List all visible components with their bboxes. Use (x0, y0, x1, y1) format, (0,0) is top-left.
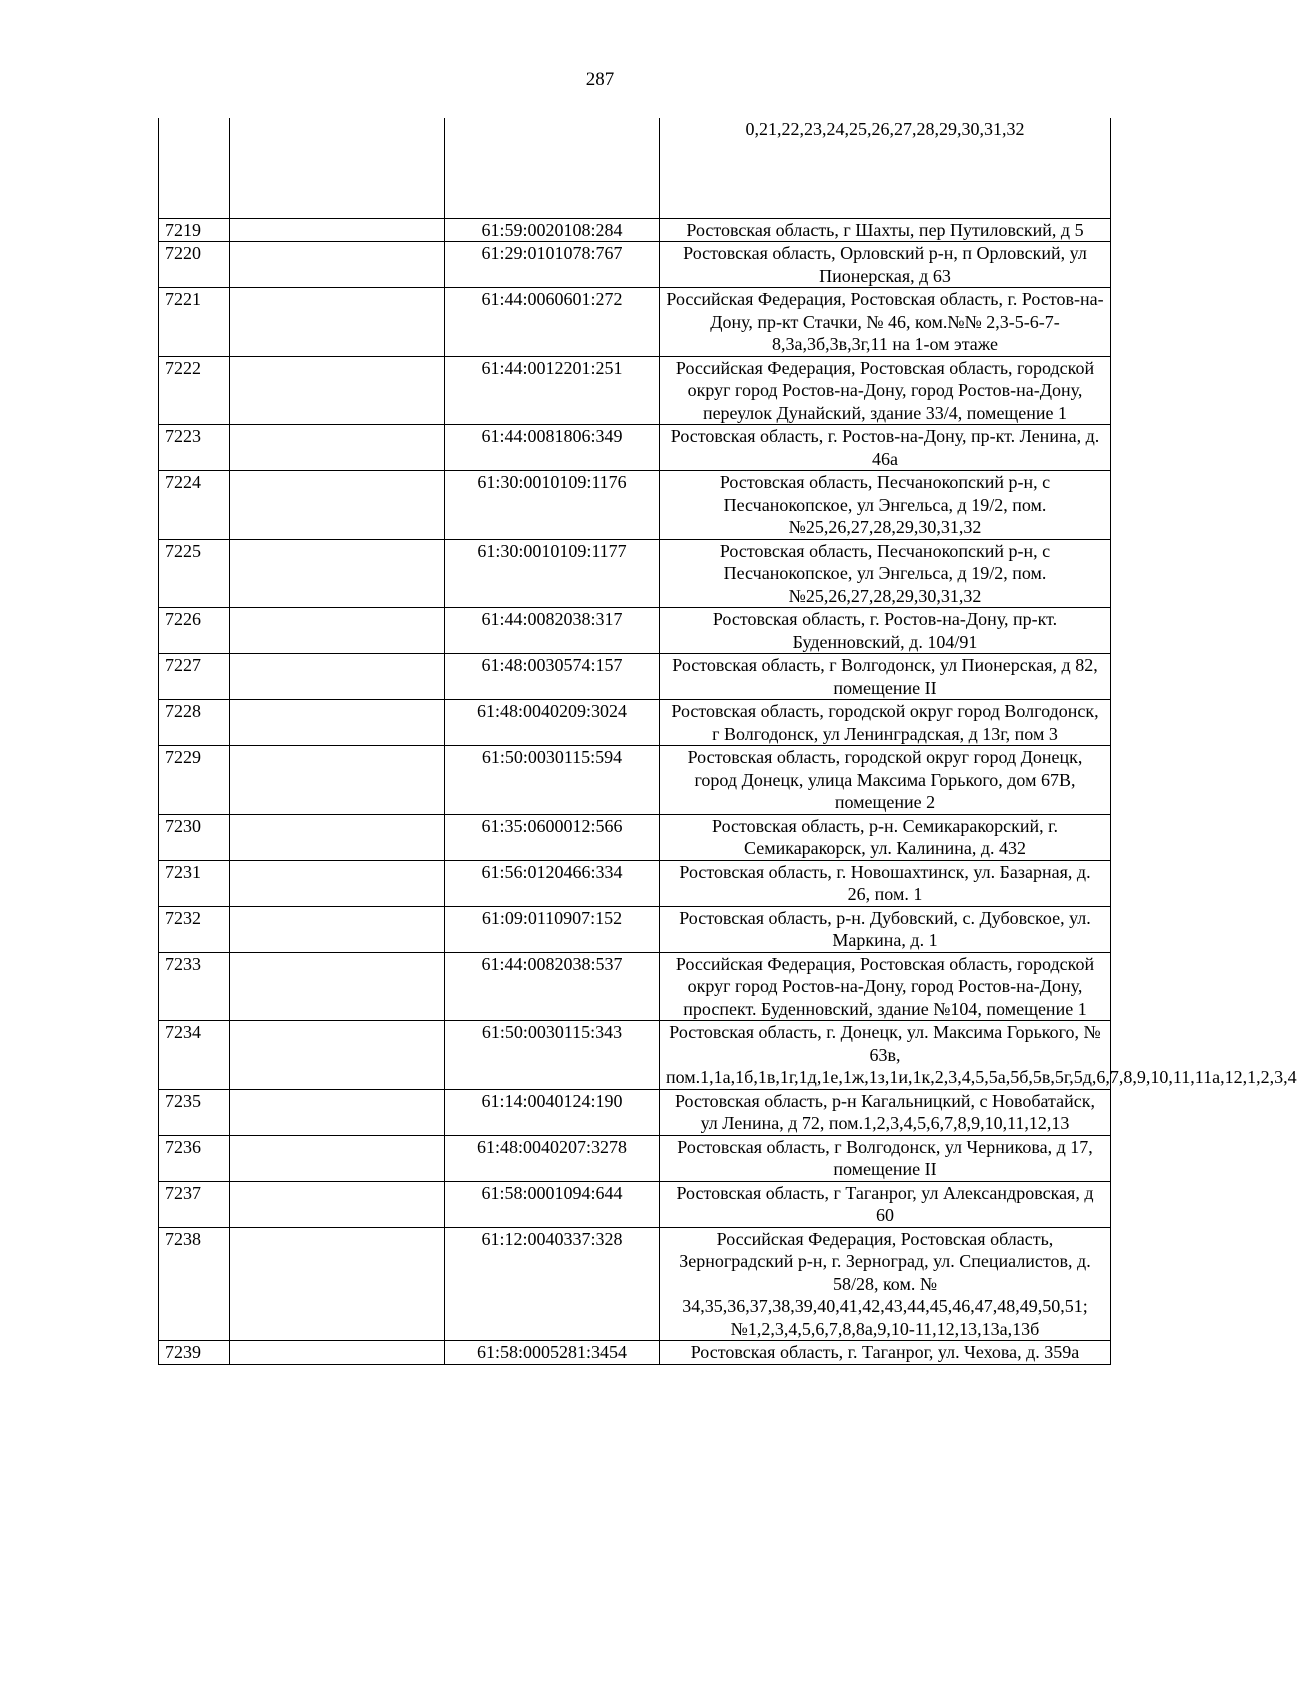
row-number: 7239 (159, 1341, 230, 1365)
cadastral-number: 61:56:0120466:334 (445, 860, 660, 906)
address-cell: Ростовская область, г. Донецк, ул. Максима Горького, № 63в, пом.1,1а,1б,1в,1г,1д,1е,1ж,1з,1и,1к,2,3,4,5,5а,5б,5в,5г,5д,6,7,8,9,10,11,11а,12,1,2,3,4 (660, 1021, 1111, 1090)
row-number: 7220 (159, 242, 230, 288)
cadastral-number: 61:58:0005281:3454 (445, 1341, 660, 1365)
address-cell: Ростовская область, р-н. Дубовский, с. Дубовское, ул. Маркина, д. 1 (660, 906, 1111, 952)
object-name-cell (230, 906, 445, 952)
address-cell: Ростовская область, г. Ростов-на-Дону, пр-кт. Ленина, д. 46а (660, 425, 1111, 471)
cadastral-number: 61:44:0012201:251 (445, 356, 660, 425)
object-name-cell (230, 356, 445, 425)
object-name-cell (230, 1089, 445, 1135)
row-number: 7222 (159, 356, 230, 425)
table-row (159, 218, 1111, 242)
row-number: 7232 (159, 906, 230, 952)
row-number: 7219 (159, 218, 230, 242)
address-cell: Ростовская область, г. Ростов-на-Дону, пр-кт. Буденновский, д. 104/91 (660, 608, 1111, 654)
address-cell: Ростовская область, Орловский р-н, п Орловский, ул Пионерская, д 63 (660, 242, 1111, 288)
cadastral-number: 61:50:0030115:343 (445, 1021, 660, 1090)
cadastral-number: 61:29:0101078:767 (445, 242, 660, 288)
object-name-cell (230, 860, 445, 906)
address-cell: Российская Федерация, Ростовская область, г. Ростов-на-Дону, пр-кт Стачки, № 46, ком.№№ 2,3-5-6-7-8,3а,3б,3в,3г,11 на 1-ом этаже (660, 288, 1111, 357)
address-cell: Российская Федерация, Ростовская область, Зерноградский р-н, г. Зерноград, ул. Специалистов, д. 58/28, ком. № 34,35,36,37,38,39,40,41,42,43,44,45,46,47,48,49,50,51; №1,2,3,4,5,6,7,8,8а,9,10-11,12,13,13а,13б (660, 1227, 1111, 1341)
table-row (159, 1135, 1111, 1181)
table-row (159, 288, 1111, 357)
object-name-cell (230, 1181, 445, 1227)
object-name-cell (230, 746, 445, 815)
table-row (159, 356, 1111, 425)
row-number: 7233 (159, 952, 230, 1021)
row-number: 7224 (159, 471, 230, 540)
object-name-cell (230, 118, 445, 218)
cadastral-number (445, 118, 660, 218)
row-number: 7238 (159, 1227, 230, 1341)
address-cell: Ростовская область, Песчанокопский р-н, с Песчанокопское, ул Энгельса, д 19/2, пом. №25,26,27,28,29,30,31,32 (660, 471, 1111, 540)
row-number: 7223 (159, 425, 230, 471)
table-row (159, 1341, 1111, 1365)
cadastral-number: 61:44:0060601:272 (445, 288, 660, 357)
row-number: 7230 (159, 814, 230, 860)
table-row (159, 860, 1111, 906)
address-cell: Российская Федерация, Ростовская область, городской округ город Ростов-на-Дону, город Ростов-на-Дону, переулок Дунайский, здание 33/4, помещение 1 (660, 356, 1111, 425)
object-name-cell (230, 1227, 445, 1341)
cadastral-number: 61:44:0081806:349 (445, 425, 660, 471)
table-row (159, 1227, 1111, 1341)
object-name-cell (230, 242, 445, 288)
address-cell: Ростовская область, р-н. Семикаракорский, г. Семикаракорск, ул. Калинина, д. 432 (660, 814, 1111, 860)
row-number: 7234 (159, 1021, 230, 1090)
row-number: 7228 (159, 700, 230, 746)
cadastral-number: 61:30:0010109:1176 (445, 471, 660, 540)
row-number: 7221 (159, 288, 230, 357)
row-number: 7227 (159, 654, 230, 700)
object-name-cell (230, 814, 445, 860)
object-name-cell (230, 1021, 445, 1090)
cadastral-number: 61:30:0010109:1177 (445, 539, 660, 608)
cadastral-number: 61:58:0001094:644 (445, 1181, 660, 1227)
cadastral-number: 61:14:0040124:190 (445, 1089, 660, 1135)
cadastral-number: 61:44:0082038:537 (445, 952, 660, 1021)
address-cell: Ростовская область, р-н Кагальницкий, с Новобатайск, ул Ленина, д 72, пом.1,2,3,4,5,6,7,8,9,10,11,12,13 (660, 1089, 1111, 1135)
cadastral-number: 61:44:0082038:317 (445, 608, 660, 654)
object-name-cell (230, 608, 445, 654)
cadastral-number: 61:59:0020108:284 (445, 218, 660, 242)
cadastral-number: 61:48:0030574:157 (445, 654, 660, 700)
table-row (159, 952, 1111, 1021)
registry-table (158, 118, 1297, 1365)
table-row (159, 1021, 1111, 1090)
address-cell: 0,21,22,23,24,25,26,27,28,29,30,31,32 (660, 118, 1111, 218)
cadastral-number: 61:48:0040207:3278 (445, 1135, 660, 1181)
object-name-cell (230, 1135, 445, 1181)
address-cell: Ростовская область, Песчанокопский р-н, с Песчанокопское, ул Энгельса, д 19/2, пом. №25,26,27,28,29,30,31,32 (660, 539, 1111, 608)
address-cell: Ростовская область, г. Новошахтинск, ул. Базарная, д. 26, пом. 1 (660, 860, 1111, 906)
table-row (159, 471, 1111, 540)
address-cell: Ростовская область, г Волгодонск, ул Черникова, д 17, помещение II (660, 1135, 1111, 1181)
cadastral-number: 61:09:0110907:152 (445, 906, 660, 952)
cadastral-number: 61:12:0040337:328 (445, 1227, 660, 1341)
row-number: 7231 (159, 860, 230, 906)
object-name-cell (230, 654, 445, 700)
row-number: 7235 (159, 1089, 230, 1135)
cadastral-number: 61:50:0030115:594 (445, 746, 660, 815)
object-name-cell (230, 471, 445, 540)
row-number: 7226 (159, 608, 230, 654)
address-cell: Ростовская область, городской округ город Донецк, город Донецк, улица Максима Горького, дом 67В, помещение 2 (660, 746, 1111, 815)
table-row (159, 746, 1111, 815)
row-number: 7229 (159, 746, 230, 815)
address-cell: Российская Федерация, Ростовская область, городской округ город Ростов-на-Дону, город Ростов-на-Дону, проспект. Буденновский, здание №104, помещение 1 (660, 952, 1111, 1021)
row-number (159, 118, 230, 218)
table-row (159, 425, 1111, 471)
address-cell: Ростовская область, г Таганрог, ул Александровская, д 60 (660, 1181, 1111, 1227)
row-number: 7236 (159, 1135, 230, 1181)
address-cell: Ростовская область, г. Таганрог, ул. Чехова, д. 359а (660, 1341, 1111, 1365)
cadastral-number: 61:48:0040209:3024 (445, 700, 660, 746)
table-row (159, 1181, 1111, 1227)
table-row (159, 1089, 1111, 1135)
object-name-cell (230, 952, 445, 1021)
object-name-cell (230, 288, 445, 357)
table-row (159, 539, 1111, 608)
object-name-cell (230, 700, 445, 746)
address-cell: Ростовская область, г Волгодонск, ул Пионерская, д 82, помещение II (660, 654, 1111, 700)
object-name-cell (230, 539, 445, 608)
address-cell: Ростовская область, городской округ город Волгодонск, г Волгодонск, ул Ленинградская, д 13г, пом 3 (660, 700, 1111, 746)
continuation-row (159, 118, 1111, 218)
page-number: 287 (585, 69, 615, 90)
row-number: 7225 (159, 539, 230, 608)
table-row (159, 814, 1111, 860)
table-row (159, 654, 1111, 700)
address-cell: Ростовская область, г Шахты, пер Путиловский, д 5 (660, 218, 1111, 242)
cadastral-number: 61:35:0600012:566 (445, 814, 660, 860)
registry-table-body (159, 118, 1297, 1364)
object-name-cell (230, 1341, 445, 1365)
table-row (159, 906, 1111, 952)
table-row (159, 700, 1111, 746)
table-row (159, 242, 1111, 288)
table-row (159, 608, 1111, 654)
object-name-cell (230, 218, 445, 242)
object-name-cell (230, 425, 445, 471)
row-number: 7237 (159, 1181, 230, 1227)
